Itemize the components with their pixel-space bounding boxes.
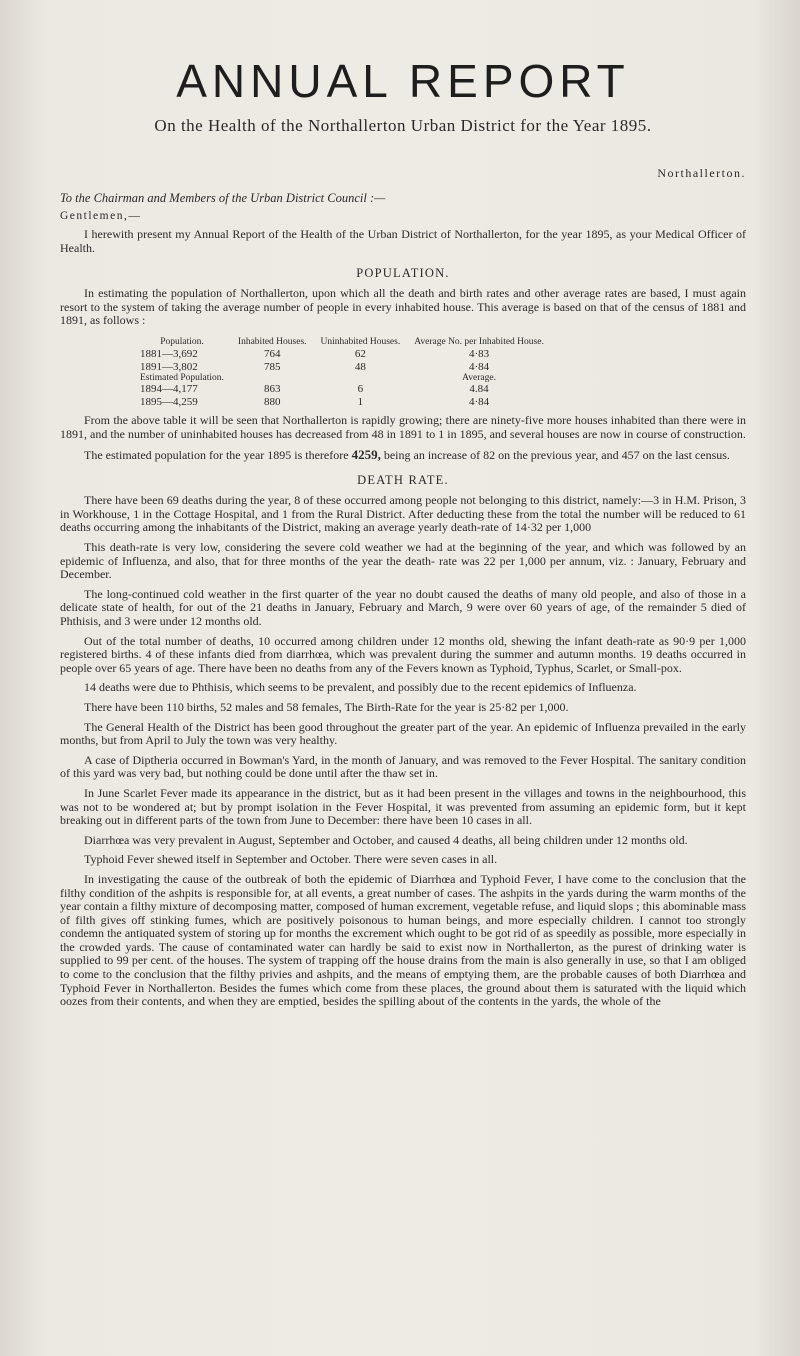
estimated-label: Estimated Population. [140, 373, 224, 384]
estimate-number: 4259, [351, 446, 381, 462]
death-rate-paragraph: Typhoid Fever shewed itself in September and October. There were seven cases in all. [84, 852, 498, 867]
table-header: Average No. per Inhabited House. [414, 336, 544, 347]
death-rate-paragraph: This death-rate is very low, considering the severe cold weather we had at the beginning of the year, and which was followed by an epidemic of Influenza, and also, that for three months of the year the death- rate was 22 per 1,000 per annum, viz. : January, February and December. [60, 540, 746, 582]
greeting: Gentlemen,— [60, 210, 142, 222]
table-cell: 62 [354, 348, 366, 361]
report-title: ANNUAL REPORT [176, 55, 630, 107]
death-rate-paragraph: There have been 110 births, 52 males and 58 females, The Birth-Rate for the year is 25·82 per 1,000. [84, 699, 569, 714]
table-subheader-row [140, 373, 558, 383]
table-cell: 1881—3,692 [140, 348, 198, 361]
death-rate-paragraph: 14 deaths were due to Phthisis, which seems to be prevalent, and possibly due to the recent epidemics of Influenza. [84, 680, 637, 695]
average-label: Average. [462, 373, 496, 384]
table-cell: 785 [263, 360, 281, 373]
table-cell: 1 [357, 395, 364, 408]
death-rate-paragraph: A case of Diptheria occurred in Bowman's Yard, in the month of January, and was removed to the Fever Hospital. The sanitary condition of this yard was very bad, but nothing could be done until after the thaw set in. [60, 752, 746, 781]
estimate-text-before: The estimated population for the year 1895 is therefore [84, 447, 349, 462]
report-subtitle: On the Health of the Northallerton Urban District for the Year 1895. [154, 116, 652, 135]
death-rate-paragraph: In investigating the cause of the outbreak of both the epidemic of Diarrhœa and Typhoid Fever, I have come to the conclusion that the filthy condition of the ashpits is responsible for, at all events, a great number of cases. The ashpits in the yards during the warm months of the year contain a filthy mixture of decomposing matter, composed of human excrement, vegetable refuse, and liquid slops ; this abominable mass of filth gives off stinking fumes, which are positively poisonous to human beings, and more especially children. I cannot too strongly condemn the antiquated system of storing up for months the excrement which ought to be got rid of as speedily as possible, more especially in the crowded yards. The cause of contaminated water can hardly be said to exist now in Northallerton, as the purest of drinking water is supplied to 99 per cent. of the houses. The system of trapping off the house drains from the main is also generally in use, so that I am obliged to come to the conclusion that the filthy privies and ashpits, and the means of emptying them, are the probable causes of both Diarrhœa and Typhoid Fever in Northallerton. Besides the fumes which come from these places, the ground about them is saturated with the liquid which oozes from their contents, and when they are emptied, besides the spilling about of the contents in the yards, the whole of the [60, 871, 746, 1009]
table-cell: 48 [354, 360, 366, 373]
table-cell: 4·83 [468, 348, 490, 361]
table-header-row [140, 336, 558, 349]
table-cell: 1895—4,259 [140, 395, 198, 408]
population-paragraph: In estimating the population of Northallerton, upon which all the death and birth rates and other average rates are based, I must again resort to the system of taking the average number of people in every inhabited house. This average is based on that of the census of 1881 and 1891, as follows : [60, 286, 746, 328]
table-header: Population. [160, 336, 204, 347]
table-cell: 1894—4,177 [140, 383, 198, 396]
table-header: Uninhabited Houses. [320, 336, 401, 347]
death-rate-paragraph: There have been 69 deaths during the year, 8 of these occurred among people not belonging to this district, namely:—3 in H.M. Prison, 3 in Workhouse, 1 in the Cottage Hospital, and 1 from the Rural District. After deducting these from the total the number will be reduced to 61 deaths occurring among the inhabitants of the District, making an average yearly death-rate of 14·32 per 1,000 [60, 493, 746, 535]
place-name: Northallerton. [657, 166, 746, 180]
table-cell: 1891—3,802 [140, 360, 198, 373]
death-rate-paragraph: In June Scarlet Fever made its appearance in the district, but as it had been present in the villages and towns in the neighbourhood, this was not to be wondered at; but by prompt isolation in the Fever Hospital, it was prevented from assuming an epidemic form, but it kept breaking out in different parts of the town from June to December: there have been 10 cases in all. [60, 785, 746, 828]
death-rate-heading: DEATH RATE. [357, 473, 449, 488]
table-header: Inhabited Houses. [237, 336, 307, 347]
table-cell: 880 [263, 395, 281, 408]
table-row [140, 383, 558, 396]
table-cell: 4·84 [468, 395, 490, 408]
salutation: To the Chairman and Members of the Urban District Council :— [60, 191, 386, 205]
population-heading: POPULATION. [356, 266, 450, 281]
death-rate-paragraph: Diarrhœa was very prevalent in August, September and October, and caused 4 deaths, all being children under 12 months old. [84, 832, 688, 847]
table-row [140, 396, 558, 409]
growth-paragraph: From the above table it will be seen that Northallerton is rapidly growing; there are ninety-five more houses inhabited than there were in 1891, and the number of uninhabited houses has decreased from 48 in 1891 to 1 in 1895, and several houses are now in course of construction. [60, 413, 746, 442]
table-cell: 764 [263, 348, 281, 361]
death-rate-paragraph: The long-continued cold weather in the first quarter of the year no doubt caused the deaths of many old people, and also of those in a delicate state of health, for out of the 21 deaths in January, February and March, 9 were over 60 years of age, of the remainder 5 died of Phthisis, and 3 were under 12 months old. [60, 586, 746, 628]
table-row [140, 348, 558, 361]
table-cell: 863 [263, 383, 281, 396]
death-rate-paragraph: Out of the total number of deaths, 10 occurred among children under 12 months old, shewing the infant death-rate as 90·9 per 1,000 registered births. 4 of these infants died from diarrhœa, which was prevalent during the summer and autumn months. 19 deaths occurred in people over 65 years of age. There have been no deaths from any of the Fevers known as Typhoid, Typhus, Scarlet, or Small-pox. [60, 633, 746, 675]
population-table [140, 336, 558, 409]
death-rate-paragraph: The General Health of the District has been good throughout the greater part of the year. An epidemic of Influenza prevailed in the early months, but from April to July the town was very healthy. [60, 719, 746, 748]
table-cell: 4·84 [468, 360, 490, 373]
intro-paragraph: I herewith present my Annual Report of the Health of the Urban District of Northallerton, for the year 1895, as your Medical Officer of Health. [60, 227, 746, 255]
table-cell: 6 [357, 383, 364, 396]
table-row [140, 361, 558, 374]
estimate-paragraph [60, 448, 746, 463]
table-cell: 4.84 [469, 383, 489, 396]
estimate-text-after: being an increase of 82 on the previous year, and 457 on the last census. [383, 447, 730, 462]
